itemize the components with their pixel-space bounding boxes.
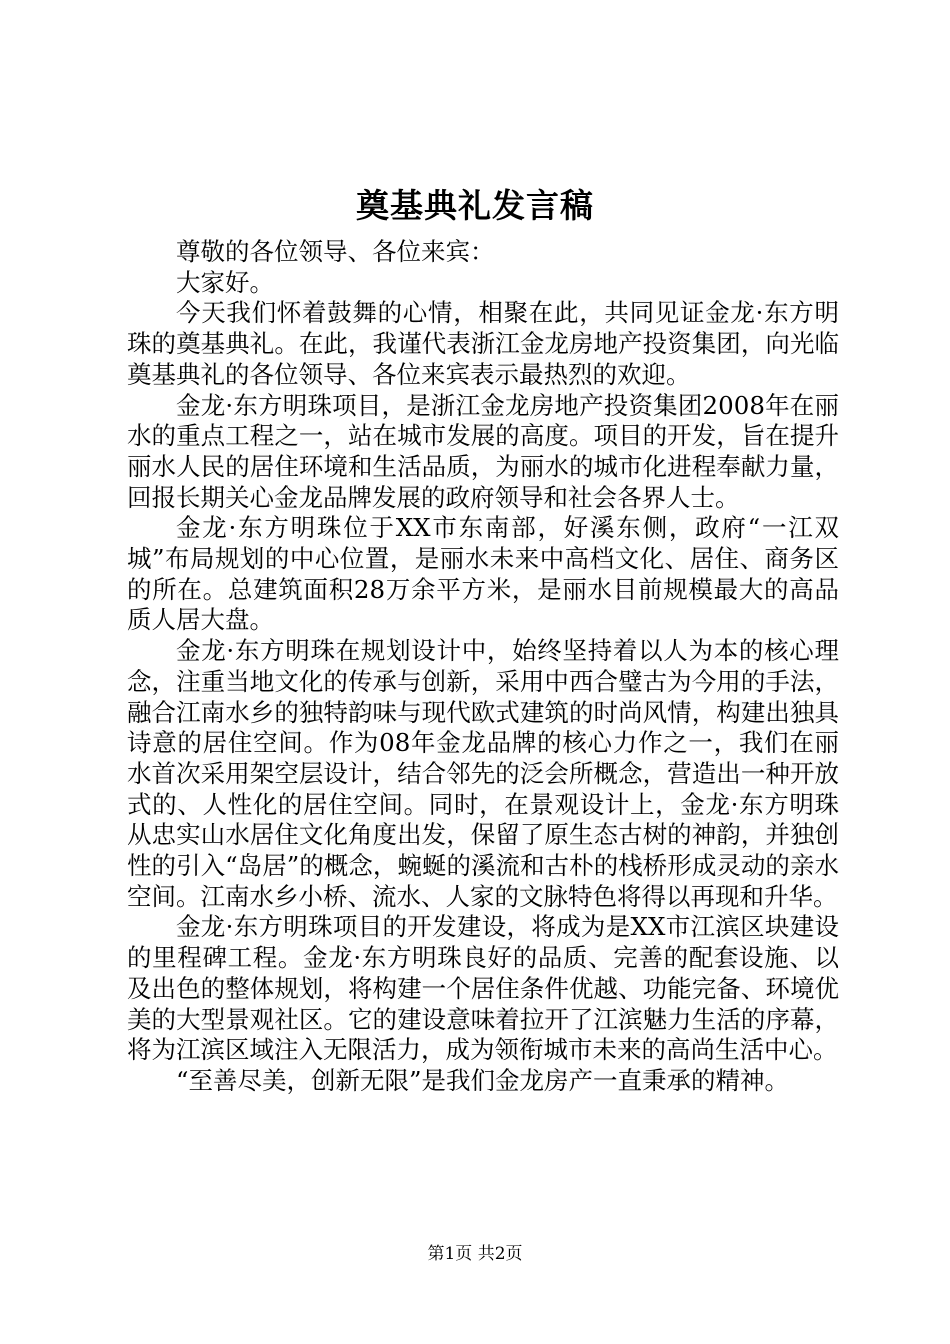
- paragraph-location: 金龙·东方明珠位于XX市东南部，好溪东侧，政府“一江双城”布局规划的中心位置，是丽水未来中高档文化、居住、商务区的所在。总建筑面积28万余平方米，是丽水目前规模最大的高品质人居大盘。: [127, 513, 839, 635]
- paragraph-design: 金龙·东方明珠在规划设计中，始终坚持着以人为本的核心理念，注重当地文化的传承与创新，采用中西合璧古为今用的手法，融合江南水乡的独特韵味与现代欧式建筑的时尚风情，构建出独具诗意的居住空间。作为08年金龙品牌的核心力作之一，我们在丽水首次采用架空层设计，结合邻先的泛会所概念，营造出一种开放式的、人性化的居住空间。同时，在景观设计上，金龙·东方明珠从忠实山水居住文化角度出发，保留了原生态古树的神韵，并独创性的引入“岛居”的概念，蜿蜒的溪流和古朴的栈桥形成灵动的亲水空间。江南水乡小桥、流水、人家的文脉特色将得以再现和升华。: [127, 636, 839, 911]
- paragraph-salutation: 尊敬的各位领导、各位来宾：: [176, 237, 495, 266]
- paragraph-project-intro: 金龙·东方明珠项目，是浙江金龙房地产投资集团2008年在丽水的重点工程之一，站在城市发展的高度。项目的开发，旨在提升丽水人民的居住环境和生活品质，为丽水的城市化进程奉献力量，回报长期关心金龙品牌发展的政府领导和社会各界人士。: [127, 390, 839, 512]
- paragraph-greeting: 大家好。: [176, 267, 274, 297]
- document-body: [127, 237, 839, 1097]
- paragraph-milestone: 金龙·东方明珠项目的开发建设，将成为是XX市江滨区块建设的里程碑工程。金龙·东方明珠良好的品质、完善的配套设施、以及出色的整体规划，将构建一个居住条件优越、功能完备、环境优美的大型景观社区。它的建设意味着拉开了江滨魅力生活的序幕，将为江滨区域注入无限活力，成为领衔城市未来的高尚生活中心。: [127, 912, 839, 1065]
- paragraph-welcome: 今天我们怀着鼓舞的心情，相聚在此，共同见证金龙·东方明珠的奠基典礼。在此，我谨代表浙江金龙房地产投资集团，向光临奠基典礼的各位领导、各位来宾表示最热烈的欢迎。: [127, 298, 839, 389]
- page-number: 第1页 共2页: [427, 1244, 523, 1264]
- document-title: 奠基典礼发言稿: [356, 186, 594, 225]
- paragraph-spirit: “至善尽美，创新无限”是我们金龙房产一直秉承的精神。: [176, 1065, 790, 1095]
